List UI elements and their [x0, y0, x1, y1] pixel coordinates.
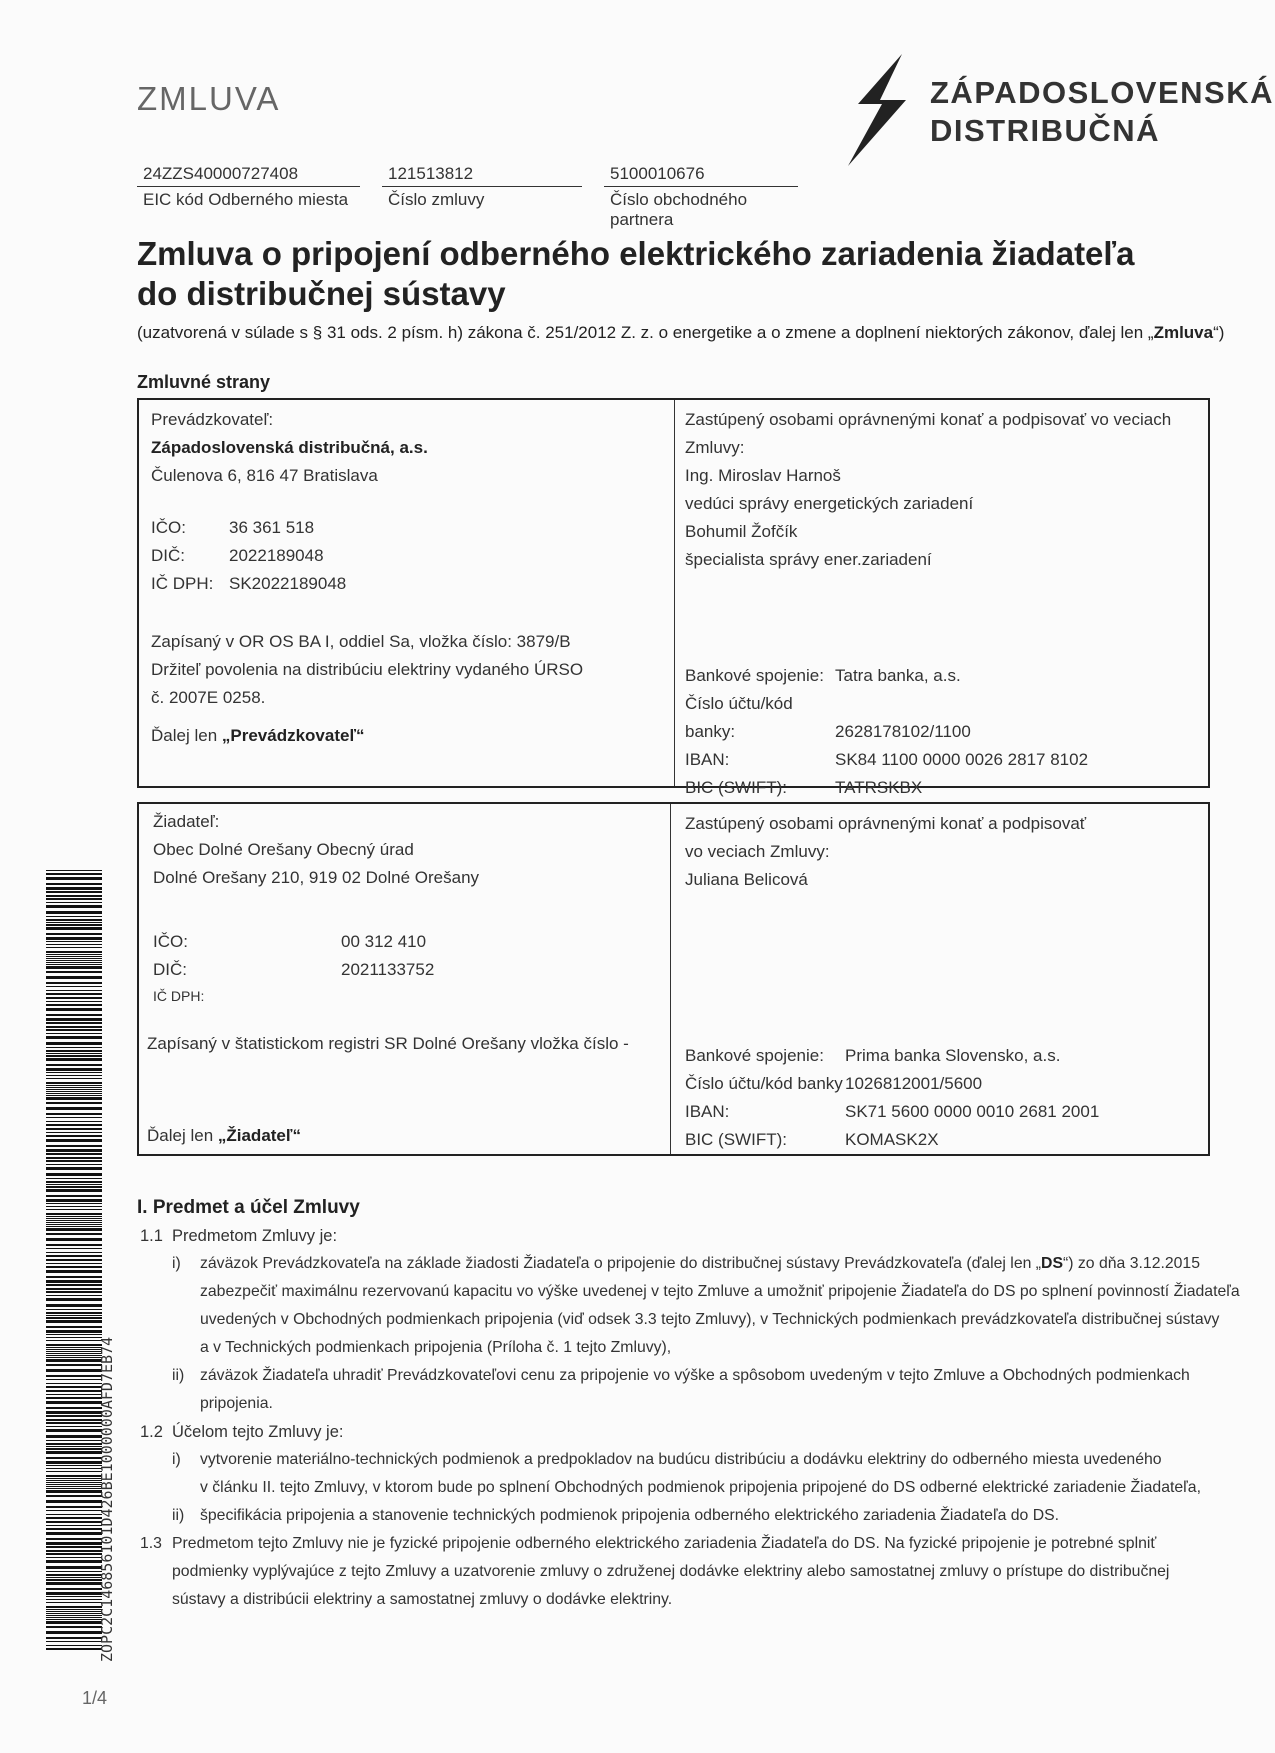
- partner-number-label: Číslo obchodného partnera: [610, 190, 748, 229]
- document-type-label: ZMLUVA: [137, 80, 281, 117]
- logo-line-2: DISTRIBUČNÁ: [930, 113, 1161, 148]
- operator-icdph: SK2022189048: [229, 574, 347, 593]
- company-logo: [840, 54, 1275, 174]
- applicant-rep-1: Juliana Belicová: [685, 870, 808, 889]
- operator-address: Čulenova 6, 816 47 Bratislava: [151, 466, 378, 485]
- partner-number-field: [604, 162, 798, 230]
- operator-rep-1-role: vedúci správy energetických zariadení: [685, 494, 974, 513]
- paragraph-1-3: 1.3 Predmetom tejto Zmluvy nie je fyzické pripojenie odberného elektrického zariadenia Žiadateľa do DS. Na fyzické pripojenie je potrebné splniť podmienky vyplývajúce z tejto Zmluvy a uzatvorenie zmluvy o združenej dodávke elektriny alebo samostatnej zmluvy o prístupe do distribučnej sústavy a distribúcii elektriny a samostatnej zmluvy o dodávke elektriny.: [140, 1535, 1170, 1608]
- operator-name: Západoslovenská distribučná, a.s.: [151, 438, 428, 457]
- applicant-representatives: [685, 810, 1205, 894]
- lightning-bolt-icon: [840, 54, 920, 169]
- applicant-alias: Ďalej len „Žiadateľ“: [147, 1126, 301, 1145]
- barcode-text: ZOPC2C146856101D426BE1000000AFD7EB74: [98, 1336, 116, 1662]
- operator-rep-2: Bohumil Žofčík: [685, 522, 798, 541]
- operator-role: Prevádzkovateľ:: [151, 410, 274, 429]
- paragraph-1-2-ii: ii) špecifikácia pripojenia a stanovenie technických podmienok pripojenia odberného elektrického zariadenia Žiadateľa do DS.: [172, 1507, 1060, 1524]
- applicant-iban: SK71 5600 0000 0010 2681 2001: [845, 1102, 1100, 1121]
- operator-details: Prevádzkovateľ: Západoslovenská distribučná, a.s. Čulenova 6, 816 47 Bratislava IČO: 36 361 518 DIČ: 2022189048 IČ DPH: SK2022189048 Zapísaný v OR OS BA I, oddiel Sa, vložka číslo: 3879/B Držiteľ povolenia na distribúciu elektriny vydaného ÚRSO č. 2007E 0258. Ďalej len „Prevádzkovateľ“: [151, 406, 661, 750]
- logo-line-1: ZÁPADOSLOVENSKÁ: [930, 75, 1275, 110]
- eic-code-value: 24ZZS40000727408: [143, 164, 299, 183]
- applicant-address: Dolné Orešany 210, 919 02 Dolné Orešany: [153, 868, 480, 887]
- paragraph-1-2-i: i) vytvorenie materiálno-technických podmienok a predpokladov na budúcu distribúciu a dodávku elektriny do odberného miesta uvedeného v článku II. tejto Zmluvy, v ktorom bude po splnení Obchodných podmienok pripojenia pripojené do DS odberné elektrické zariadenie Žiadateľa,: [172, 1451, 1201, 1496]
- paragraph-1-1: 1.1 Predmetom Zmluvy je:: [140, 1227, 338, 1245]
- contract-subtitle: (uzatvorená v súlade s § 31 ods. 2 písm. h) zákona č. 251/2012 Z. z. o energetike a o zmene a doplnení niektorých zákonov, ďalej len „Zmluva“): [137, 323, 1225, 342]
- operator-rep-2-role: špecialista správy ener.zariadení: [685, 550, 932, 569]
- operator-box: [137, 398, 1210, 797]
- document-barcode: [46, 870, 102, 1652]
- partner-number-value: 5100010676: [610, 164, 705, 183]
- eic-code-label: EIC kód Odberného miesta: [143, 190, 349, 209]
- page-number: 1/4: [82, 1688, 108, 1708]
- applicant-dic: 2021133752: [341, 960, 435, 979]
- operator-bic: TATRSKBX: [835, 778, 923, 797]
- applicant-ids: IČO: 00 312 410 DIČ: 2021133752 IČ DPH:: [153, 928, 663, 1008]
- operator-iban: SK84 1100 0000 0026 2817 8102: [835, 750, 1089, 769]
- operator-rep-1: Ing. Miroslav Harnoš: [685, 466, 841, 485]
- operator-license: Držiteľ povolenia na distribúciu elektriny vydaného ÚRSO: [151, 660, 584, 679]
- contract-title-line-2: do distribučnej sústavy: [137, 275, 506, 312]
- contract-title-line-1: Zmluva o pripojení odberného elektrického zariadenia žiadateľa: [137, 235, 1135, 272]
- section-heading: I. Predmet a účel Zmluvy: [137, 1197, 360, 1218]
- applicant-role: Žiadateľ:: [153, 812, 220, 831]
- paragraph-1-2: 1.2 Účelom tejto Zmluvy je:: [140, 1423, 344, 1441]
- applicant-rep-heading-2: vo veciach Zmluvy:: [685, 842, 830, 861]
- applicant-bic: KOMASK2X: [845, 1130, 939, 1149]
- operator-bank: Tatra banka, a.s.: [835, 666, 961, 685]
- applicant-bank-details: Bankové spojenie: Prima banka Slovensko, a.s. Číslo účtu/kód banky 1026812001/5600 IBAN: SK71 5600 0000 0010 2681 2001 BIC (SWIFT): KOMASK2X: [685, 1046, 1100, 1149]
- operator-ico: 36 361 518: [229, 518, 315, 537]
- applicant-registration: Zapísaný v štatistickom registri SR Dolné Orešany vložka číslo -: [147, 1034, 629, 1053]
- applicant-icdph-label: IČ DPH:: [153, 988, 205, 1004]
- contract-number-field: [382, 162, 582, 210]
- contract-number-value: 121513812: [388, 164, 474, 183]
- operator-registration: Zapísaný v OR OS BA I, oddiel Sa, vložka číslo: 3879/B: [151, 632, 571, 651]
- contract-number-label: Číslo zmluvy: [388, 190, 485, 209]
- operator-rep-heading: Zastúpený osobami oprávnenými konať a podpisovať vo veciach Zmluvy:: [685, 410, 1172, 457]
- applicant-name: Obec Dolné Orešany Obecný úrad: [153, 840, 414, 859]
- applicant-account: 1026812001/5600: [845, 1074, 983, 1093]
- contract-title: [137, 234, 1217, 314]
- paragraph-1-1-ii: ii) záväzok Žiadateľa uhradiť Prevádzkovateľovi cenu za pripojenie vo výške a spôsobom uvedeným v tejto Zmluve a Obchodných podmienkach pripojenia.: [172, 1367, 1190, 1412]
- applicant-rep-heading-1: Zastúpený osobami oprávnenými konať a podpisovať: [685, 814, 1087, 833]
- operator-account: 2628178102/1100: [835, 722, 971, 741]
- operator-license-number: č. 2007E 0258.: [151, 688, 266, 707]
- operator-representatives: [685, 406, 1205, 574]
- operator-dic: 2022189048: [229, 546, 324, 565]
- applicant-box: [137, 802, 1210, 1156]
- section-1-body: [140, 1222, 1240, 1614]
- parties-heading: Zmluvné strany: [137, 372, 271, 392]
- operator-alias: Ďalej len „Prevádzkovateľ“: [151, 726, 365, 745]
- operator-bank-details: Bankové spojenie: Tatra banka, a.s. Číslo účtu/kód banky: 2628178102/1100 IBAN: SK84 1100 0000 0026 2817 8102 BIC (SWIFT): TATRSKBX: [685, 666, 1089, 797]
- applicant-ico: 00 312 410: [341, 932, 427, 951]
- paragraph-1-1-i: i) záväzok Prevádzkovateľa na základe žiadosti Žiadateľa o pripojenie do distribučnej sústavy Prevádzkovateľa (ďalej len „DS“) zo dňa 3.12.2015 zabezpečiť maximálnu rezervovanú kapacitu vo výške uvedenej v tejto Zmluve a umožniť pripojenie Žiadateľa do DS po splnení povinností Žiadateľa uvedených v Obchodných podmienkach pripojenia (viď odsek 3.3 tejto Zmluvy), v Technických podmienkach prevádzkovateľa distribučnej sústavy a v Technických podmienkach pripojenia (Príloha č. 1 tejto Zmluvy),: [172, 1255, 1240, 1356]
- applicant-bank: Prima banka Slovensko, a.s.: [845, 1046, 1061, 1065]
- applicant-details: [153, 808, 663, 892]
- eic-code-field: [137, 162, 360, 210]
